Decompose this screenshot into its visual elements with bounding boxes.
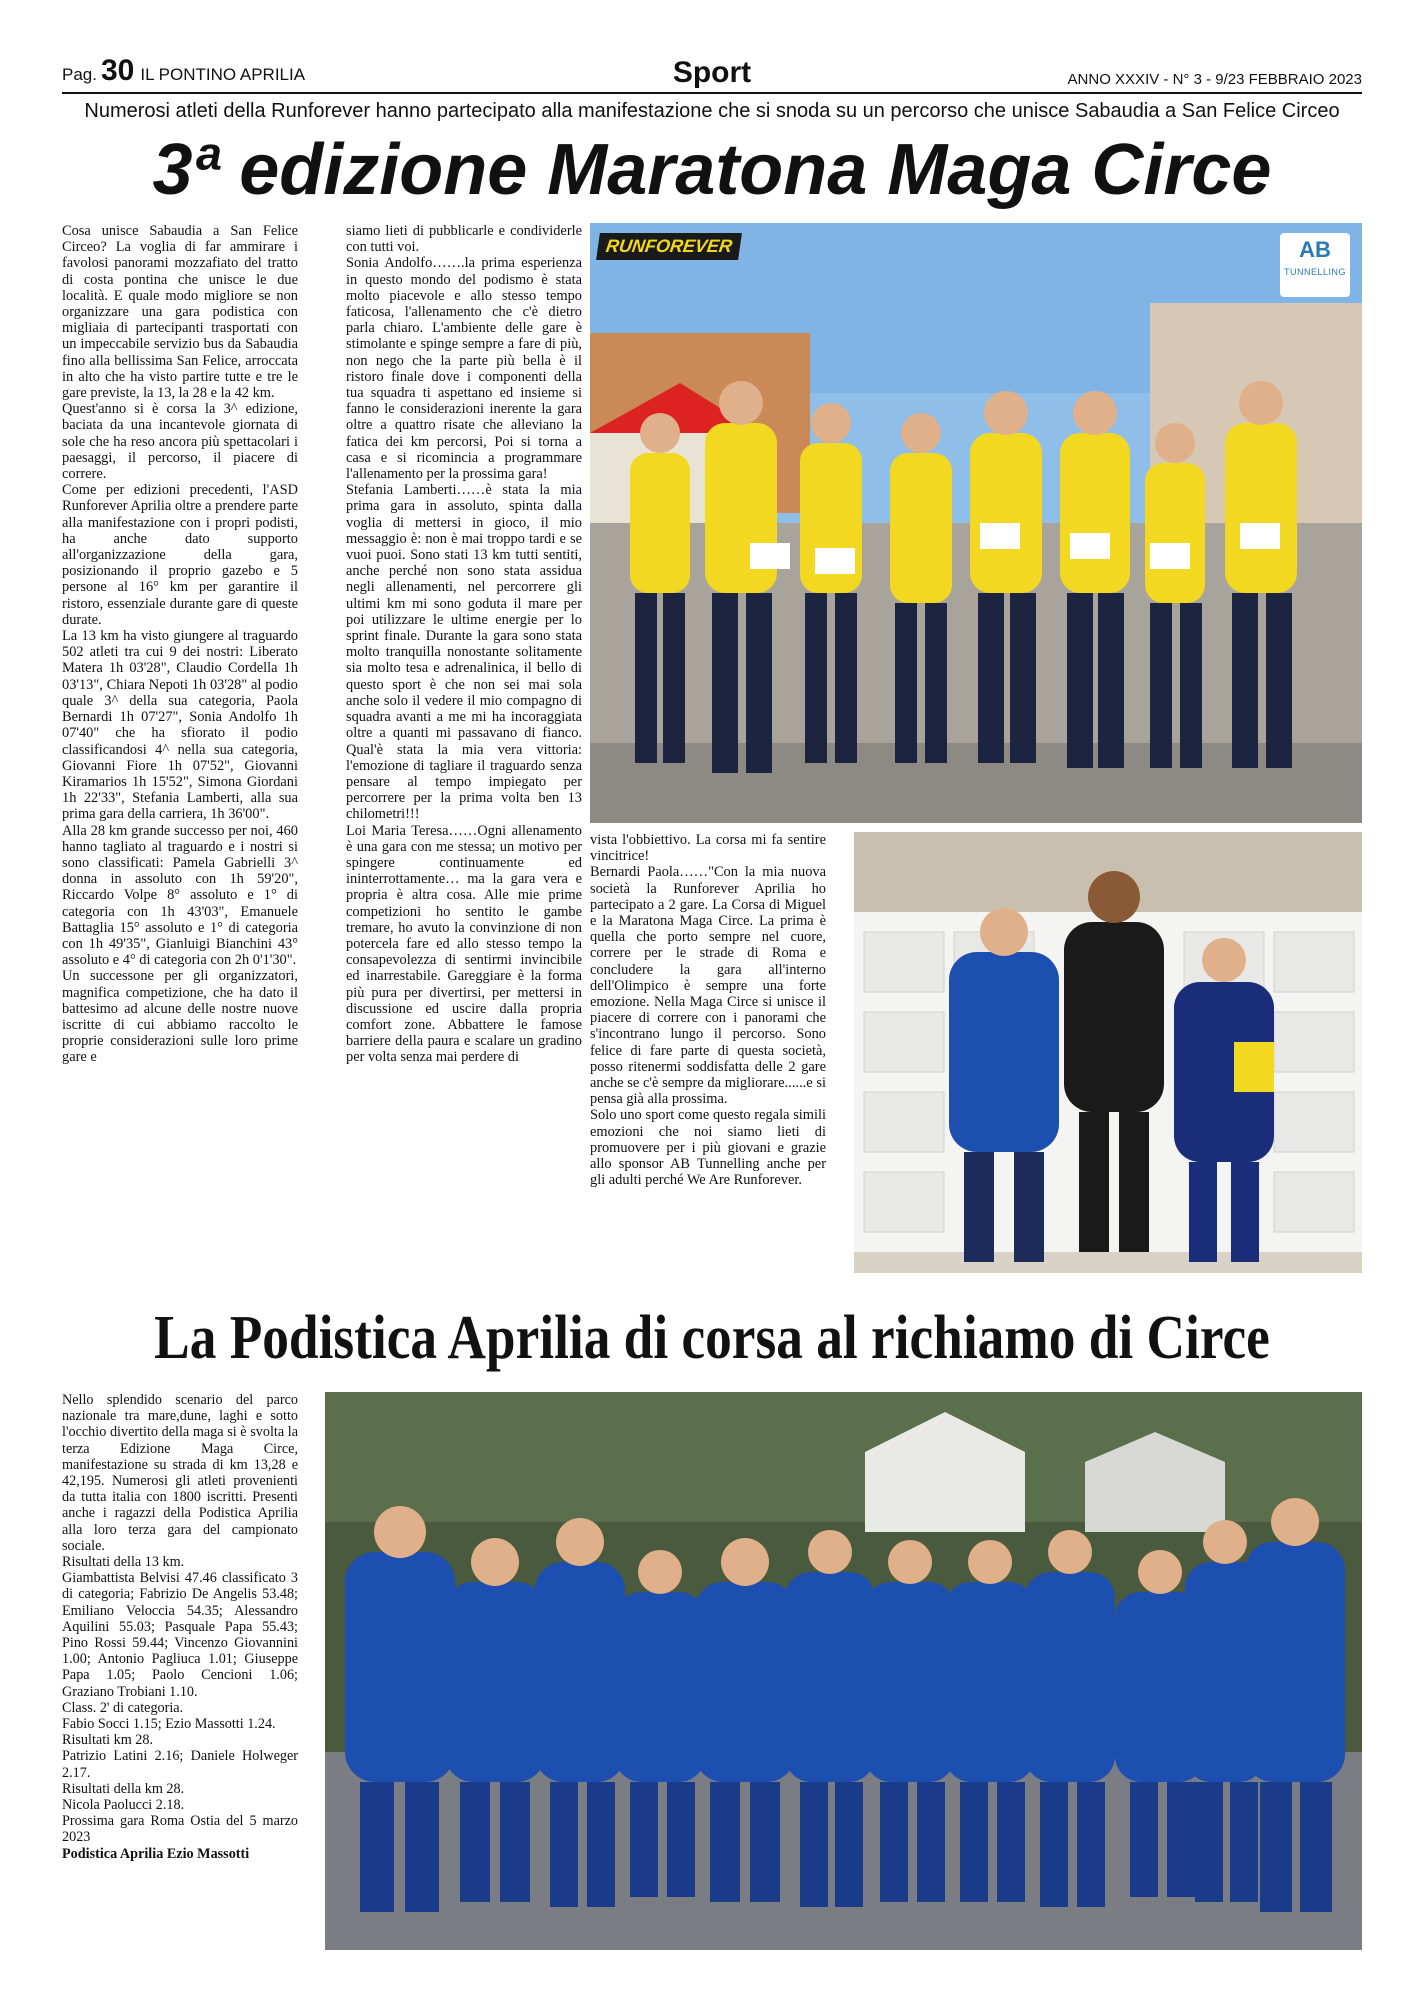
section-name: Sport bbox=[672, 56, 752, 89]
ab-logo-text: TUNNELLING bbox=[1283, 267, 1346, 277]
ab-logo-mark: AB bbox=[1299, 237, 1331, 262]
photo-podistica-team bbox=[325, 1392, 1362, 1950]
paragraph: Nello splendido scenario del parco nazionale tra mare,dune, laghi e sotto l'occhio divertito della maga si è svolta la terza Edizione Maga Circe, manifestazione su strada di km 13,28 e 42,195. Numerosi gli atleti provenienti da tutta italia con 1800 iscritti. Presenti anche i ragazzi della Podistica Aprilia alla loro terza gara del campionato sociale. bbox=[62, 1392, 298, 1554]
paragraph: Risultati km 28. bbox=[62, 1732, 154, 1749]
paragraph: La 13 km ha visto giungere al traguardo 502 atleti tra cui 9 dei nostri: Liberato Matera 1h 03'28", Claudio Cordella 1h 03'13", Chiara Nepoti 1h 03'28" al podio quale 3^ della sua categoria, Paola Bernardi 1h 07'27", Sonia Andolfo 1h 07'40" che ha sfiorato il podio classificandosi 4^ nella sua categoria, Giovanni Fiore 1h 07'52", Giovanni Kiramarios 1h 15'52", Simona Giordani 1h 22'33", Stefania Lamberti, alla sua prima gara della carriera, 1h 36'00". bbox=[62, 628, 298, 823]
paragraph: Giambattista Belvisi 47.46 classificato 3 di categoria; Fabrizio De Angelis 53.48; Emiliano Veloccia 54.35; Alessandro Aquilini 55.03; Pasquale Papa 55.43; Pino Rossi 59.44; Vincenzo Giovannini 1.00; Antonio Pagliuca 1.01; Giuseppe Papa 1.05; Paolo Cencioni 1.06; Graziano Trobiani 1.10. bbox=[62, 1570, 298, 1700]
article2-signature: Podistica Aprilia Ezio Massotti bbox=[62, 1845, 250, 1862]
article1-column-2 bbox=[346, 223, 582, 1273]
paragraph: Fabio Socci 1.15; Ezio Massotti 1.24. bbox=[62, 1716, 276, 1733]
photo-podium-image bbox=[854, 832, 1362, 1273]
paragraph: Stefania Lamberti……è stata la mia prima gara in assoluto, spinta dalla voglia di mettersi in gioco, il mio messaggio è: non è mai troppo tardi e se vuoi puoi. Sono stati 13 km tutti sentiti, anche perché non sono stata assidua negli allenamenti, nel percorrere gli ultimi km mi sono goduta il mare per poi utilizzare le ultime energie per lo sprint finale. Durante la gara sono stata molto tranquilla nonostante solitamente sia molto tesa e adrenalinica, il bello di questo sport è che non sei mai sola anche solo il vedere il mio compagno di squadra avanti a me mi ha incoraggiata oltre a quanti mi passavano di fianco. Qual'è stata la mia vera vittoria: l'emozione di tagliare il traguardo senza pensare al tempo impiegato per percorrere per la prima volta ben 13 chilometri!!! bbox=[346, 482, 582, 823]
page-header bbox=[62, 54, 1362, 94]
paragraph: Loi Maria Teresa……Ogni allenamento è una gara con me stessa; un motivo per spingere continuamente ed ininterrottamente… ma la gara vera e propria è altra cosa. Alle mie prime competizioni ho sentito le gambe tremare, ho avuto la convinzione di non potercela fare ed allo stesso tempo la consapevolezza di sentirmi invincibile ed inarrestabile. Gareggiare è la forma più pura per divertirsi, per mettersi in discussione ed uscire dalla propria comfort zone. Abbattere le famose barriere della paura e scalare un gradino per volta senza mai perdere di bbox=[346, 822, 582, 1066]
article1-column-1 bbox=[62, 223, 298, 1273]
article2-title: La Podistica Aprilia di corsa al richiamo di Circe bbox=[154, 1304, 1270, 1372]
page-label: Pag. bbox=[62, 65, 97, 84]
ab-tunnelling-logo bbox=[1280, 233, 1350, 297]
article1-kicker: Numerosi atleti della Runforever hanno partecipato alla manifestazione che si snoda su un percorso che unisce Sabaudia a San Felice Circeo bbox=[84, 100, 1340, 122]
photo-podistica-team-image bbox=[325, 1392, 1362, 1950]
paragraph: Cosa unisce Sabaudia a San Felice Circeo? La voglia di far ammirare i favolosi panorami mozzafiato del tratto di costa pontina che unisce le due località. E quale modo migliore se non organizzare una gara podistica con migliaia di partecipanti trasportati con un impeccabile servizio bus da Sabaudia fino alla bellissima San Felice, arroccata in alto che ha visto partire tutte e tre le gare previste, la 13, la 28 e la 42 km. bbox=[62, 223, 298, 402]
paragraph: Patrizio Latini 2.16; Daniele Holweger 2.17. bbox=[62, 1748, 298, 1781]
paragraph: Solo uno sport come questo regala simili emozioni che noi siamo lieti di promuovere per i più giovani e grazie allo sponsor AB Tunnelling anche per gli adulti perché We Are Runforever. bbox=[590, 1107, 826, 1189]
paragraph: Alla 28 km grande successo per noi, 460 hanno tagliato al traguardo e i nostri si sono classificati: Pamela Gabrielli 3^ donna in assoluto con 1h 59'20", Riccardo Volpe 8° assoluto e 1° di categoria con 1h 43'03", Emanuele Battaglia 15° assoluto e 1° di categoria con 1h 49'35", Gianluigi Bianchini 43° assoluto e 4° di categoria con 2h 0'1'30". bbox=[62, 822, 298, 969]
article1-title: 3ª edizione Maratona Maga Circe bbox=[152, 130, 1272, 210]
paragraph: Prossima gara Roma Ostia del 5 marzo 2023 bbox=[62, 1813, 298, 1846]
paragraph: Quest'anno si è corsa la 3^ edizione, baciata da una incantevole giornata di sole che ha reso ancora più spettacolari i paesaggi, il percorso, il piacere di correre. bbox=[62, 401, 298, 483]
paragraph: siamo lieti di pubblicarle e condividerle con tutti voi. bbox=[346, 223, 582, 256]
publication-name: IL PONTINO APRILIA bbox=[140, 65, 306, 84]
paragraph: vista l'obbiettivo. La corsa mi fa sentire vincitrice! bbox=[590, 832, 826, 865]
photo-podium bbox=[854, 832, 1362, 1273]
paragraph: Risultati della km 28. bbox=[62, 1780, 185, 1797]
photo-runforever-team-image bbox=[590, 223, 1362, 823]
paragraph: Nicola Paolucci 2.18. bbox=[62, 1797, 185, 1814]
paragraph: Risultati della 13 km. bbox=[62, 1554, 185, 1571]
article1-column-3 bbox=[590, 832, 826, 1273]
page-number: 30 bbox=[100, 54, 135, 87]
issue-info: ANNO XXXIV - N° 3 - 9/23 FEBBRAIO 2023 bbox=[1067, 71, 1362, 88]
paragraph: Class. 2' di categoria. bbox=[62, 1699, 184, 1716]
paragraph: Come per edizioni precedenti, l'ASD Runforever Aprilia oltre a prendere parte alla manifestazione con i propri podisti, ha anche dato supporto all'organizzazione della gara, posizionando il proprio gazebo e 5 persone al 16° km per garantire il ristoro, essenziale durante gare di queste durate. bbox=[62, 482, 298, 628]
article2-column bbox=[62, 1392, 298, 1952]
photo-runforever-team bbox=[590, 223, 1362, 823]
paragraph: Sonia Andolfo…….la prima esperienza in questo mondo del podismo è stata molto piacevole e allo stesso tempo faticosa, l'allenamento che c'è dietro parla chiaro. L'ambiente delle gare è stimolante e spinge sempre a fare di più, non nego che la parte più bella è il ristoro finale dove i componenti della tua squadra ti aspettano ed insieme si fanno le considerazioni inerente la gara oltre a quattro risate che alleviano la fatica dei km percorsi, Poi si torna a casa e si ricomincia a programmare l'allenamento per la prossima gara! bbox=[346, 255, 582, 483]
paragraph: Un successone per gli organizzatori, magnifica competizione, che ha dato il battesimo ad alcune delle nostre nuove iscritte di cui abbiamo raccolto le proprie considerazioni sulle loro prime gare e bbox=[62, 968, 298, 1066]
runforever-logo: RUNFOREVER bbox=[596, 233, 742, 260]
paragraph: Bernardi Paola……"Con la mia nuova società la Runforever Aprilia ho partecipato a 2 gare. La Corsa di Miguel e la Maratona Maga Circe. La prima è quella che porto sempre nel cuore, correre per le strade di Roma e concludere la gara all'interno dell'Olimpico è sempre una forte emozione. Nella Maga Circe si unisce il piacere di correre con i panorami che s'incontrano lungo il percorso. Sono felice di fare parte di questa società, posso ritenermi soddisfatta delle 2 gare anche se c'è sempre da migliorare......e si pensa già alla prossima. bbox=[590, 864, 826, 1108]
